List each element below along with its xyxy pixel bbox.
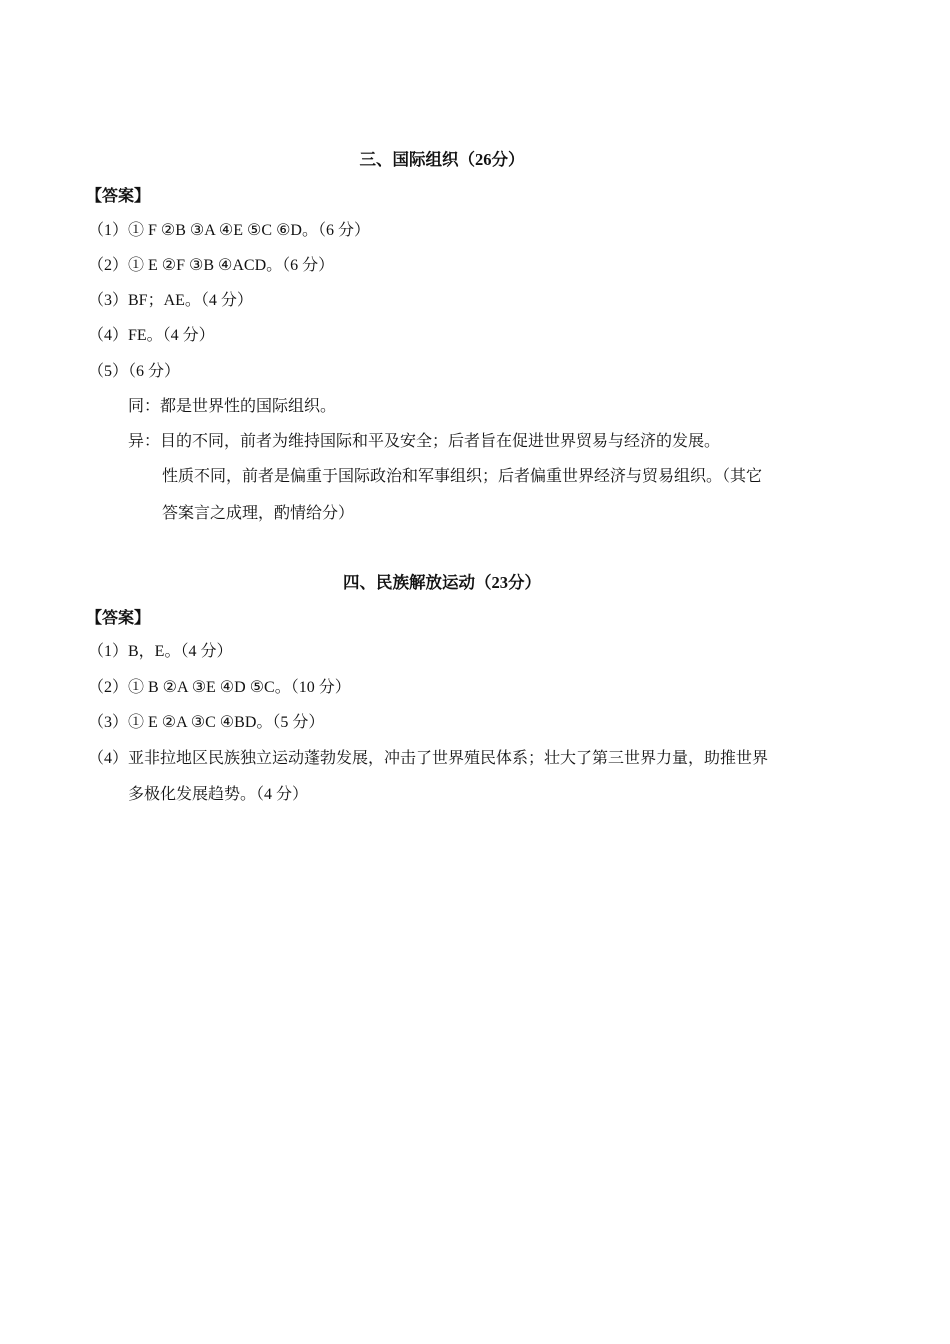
section-3-answer-2: （2）① E ②F ③B ④ACD。（6 分） [88, 257, 335, 274]
section-4-answer-3: （3）① E ②A ③C ④BD。（5 分） [88, 714, 325, 731]
section-3-answer-5: （5）（6 分） [88, 363, 181, 380]
section-4-answer-label: 【答案】 [86, 610, 151, 627]
section-4-answer-1: （1）B，E。（4 分） [88, 643, 233, 660]
section-3-answer-label: 【答案】 [86, 188, 151, 205]
section-4-answer-4-line-1: （4）亚非拉地区民族独立运动蓬勃发展，冲击了世界殖民体系；壮大了第三世界力量，助推世界 [88, 750, 769, 767]
section-4-answer-4-line-2: 多极化发展趋势。（4 分） [128, 786, 309, 803]
section-4-title: 四、民族解放运动（23分） [343, 573, 541, 592]
section-3-answer-5-same: 同：都是世界性的国际组织。 [128, 398, 337, 415]
section-3-answer-5-diff-3: 答案言之成理，酌情给分） [162, 505, 355, 522]
section-3-answer-4: （4）FE。（4 分） [88, 327, 215, 344]
section-4-answer-2: （2）① B ②A ③E ④D ⑤C。（10 分） [88, 679, 351, 696]
section-3-title: 三、国际组织（26分） [359, 150, 525, 169]
section-3-answer-5-diff-1: 异：目的不同，前者为维持国际和平及安全；后者旨在促进世界贸易与经济的发展。 [128, 433, 721, 450]
section-3-answer-1: （1）① F ②B ③A ④E ⑤C ⑥D。（6 分） [88, 222, 370, 239]
section-3-answer-5-diff-2: 性质不同，前者是偏重于国际政治和军事组织；后者偏重世界经济与贸易组织。（其它 [162, 468, 763, 485]
section-3-answer-3: （3）BF；AE。（4 分） [88, 292, 253, 309]
